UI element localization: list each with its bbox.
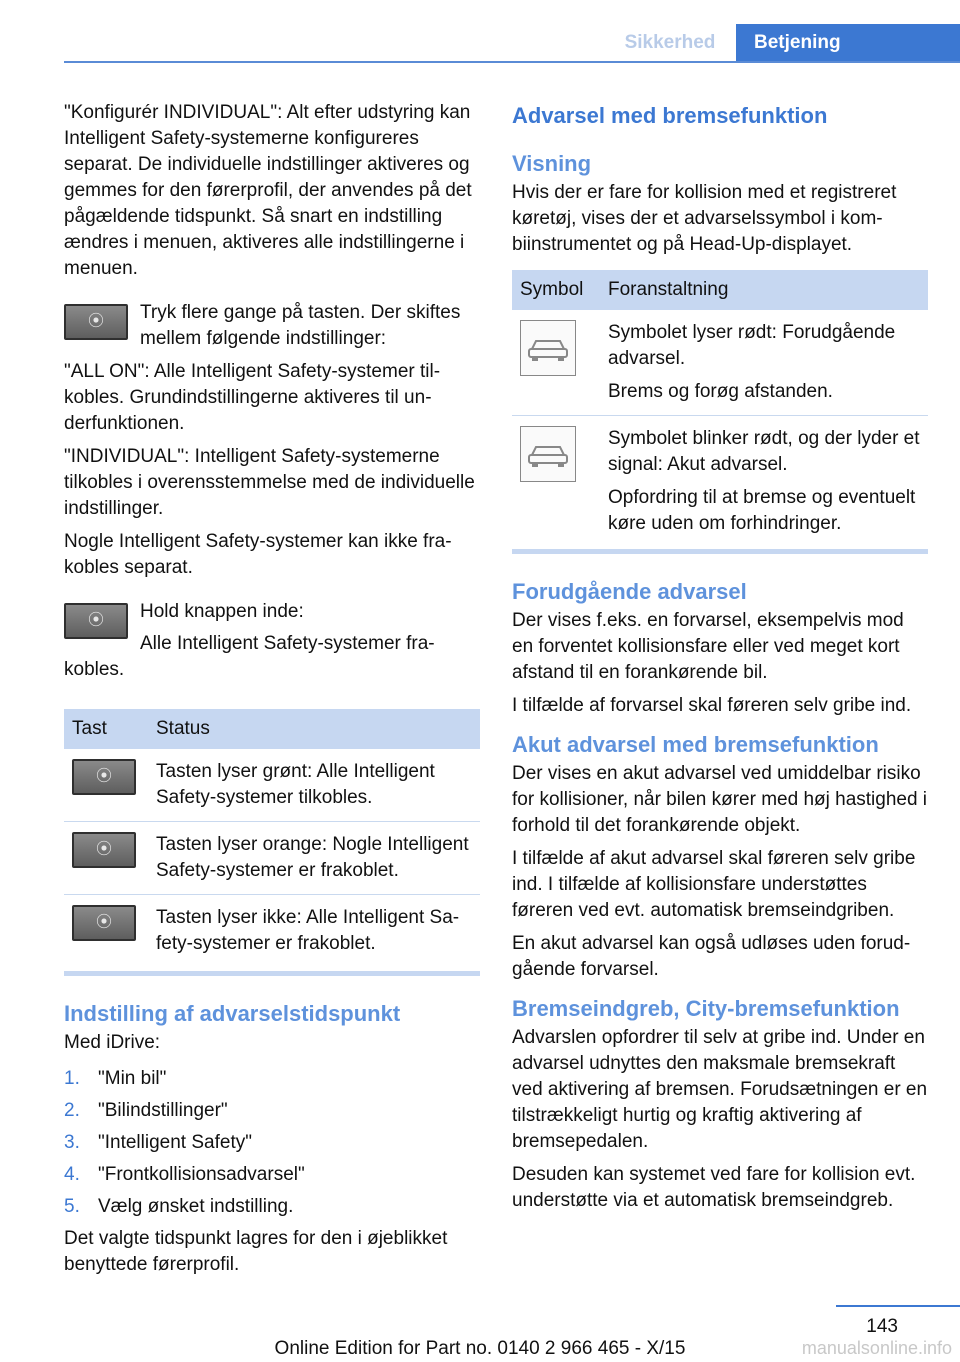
status-cell: Tasten lyser ikke: Alle Intelligent Safety-systemer er frakoblet. bbox=[156, 907, 460, 954]
saved-paragraph: Det valgte tidspunkt lagres for den i øjeblikket benyttede førerprofil. bbox=[64, 1228, 448, 1275]
action-line: Opfordring til at bremse og eventuelt køre uden om forhindringer. bbox=[608, 487, 916, 534]
watermark: manualsonline.info bbox=[801, 1338, 952, 1358]
acute-heading: Akut advarsel med bremsefunktion bbox=[512, 732, 879, 757]
col-header-tast: Tast bbox=[72, 718, 107, 739]
setting-heading: Indstilling af advarselstidspunkt bbox=[64, 1001, 401, 1026]
brake-heading: Bremseindgreb, City-bremsefunktion bbox=[512, 996, 900, 1021]
left-column bbox=[64, 100, 480, 1285]
action-line: Symbolet blinker rødt, og der lyder et signal: Akut advarsel. bbox=[608, 428, 920, 475]
col-header-action: Foranstaltning bbox=[608, 279, 729, 300]
all-on-paragraph: "ALL ON": Alle Intelligent Safety-systemer tilkobles. Grundindstillingerne aktiveres til underfunktionen. bbox=[64, 361, 441, 434]
safety-button-icon: ⦿ bbox=[64, 304, 128, 340]
section-heading: Advarsel med bremsefunktion bbox=[512, 103, 828, 128]
symbol-table bbox=[512, 270, 928, 547]
tab-sikkerhed[interactable]: Sikkerhed bbox=[624, 32, 716, 53]
visning-heading: Visning bbox=[512, 151, 592, 176]
table-row bbox=[64, 749, 480, 822]
tab-betjening[interactable]: Betjening bbox=[736, 24, 960, 62]
fwarn-paragraph-1: Der vises f.eks. en forvarsel, eksempelvis mod en forventet kollisionsfare eller ved meget kort afstand til en forankørende bil. bbox=[512, 610, 904, 683]
list-item: 5. Vælg ønsket indstilling. bbox=[64, 1196, 294, 1217]
right-column bbox=[512, 100, 928, 1221]
list-item: 2. "Bilindstillinger" bbox=[64, 1100, 228, 1121]
safety-button-icon: ⦿ bbox=[64, 603, 128, 639]
hold-text: Alle Intelligent Safety-systemer frakobles. bbox=[64, 633, 435, 680]
car-warning-icon bbox=[520, 426, 576, 482]
visning-paragraph: Hvis der er fare for kollision med et registreret køretøj, vises der et advarselssymbol i kombiinstrumentet og på Head-Up-displayet. bbox=[512, 182, 897, 255]
status-cell: Tasten lyser orange: Nogle Intelligent Safety-systemer er frakoblet. bbox=[148, 822, 480, 895]
footer-divider bbox=[836, 1305, 960, 1307]
fwarn-paragraph-2: I tilfælde af forvarsel skal føreren selv gribe ind. bbox=[512, 695, 912, 716]
press-instruction bbox=[64, 300, 480, 352]
action-line: Brems og forøg afstanden. bbox=[608, 381, 833, 402]
hold-instruction bbox=[64, 599, 480, 683]
safety-button-green-icon: ⦿ bbox=[72, 759, 136, 795]
with-idrive: Med iDrive: bbox=[64, 1032, 161, 1053]
header-divider bbox=[64, 61, 960, 63]
edition-text: Online Edition for Part no. 0140 2 966 465 - X/15 bbox=[274, 1338, 686, 1359]
safety-button-orange-icon: ⦿ bbox=[72, 832, 136, 868]
hold-title: Hold knappen inde: bbox=[140, 601, 304, 622]
safety-button-off-icon: ⦿ bbox=[72, 905, 136, 941]
table-row bbox=[512, 416, 928, 548]
intro-paragraph: "Konfigurér INDIVIDUAL": Alt efter udstyring kan Intelligent Safety-systemerne konfigureres separat. De individuelle indstillinger aktiveres og gemmes for den førerprofil, der anvendes på det pågældende tidspunkt. Så snart en indstilling ændres i menuen, aktiveres alle indstillingerne i menuen. bbox=[64, 102, 472, 279]
table-row bbox=[64, 895, 480, 968]
table-bottom-rule bbox=[512, 549, 928, 554]
table-header-row bbox=[512, 270, 928, 310]
table-row bbox=[512, 310, 928, 416]
list-item: 3. "Intelligent Safety" bbox=[64, 1132, 252, 1153]
col-header-symbol: Symbol bbox=[520, 279, 584, 300]
car-warning-icon bbox=[520, 320, 576, 376]
some-systems-paragraph: Nogle Intelligent Safety-systemer kan ikke frakobles separat. bbox=[64, 531, 452, 578]
individual-paragraph: "INDIVIDUAL": Intelligent Safety-systemerne tilkobles i overensstemmelse med de individuelle indstillinger. bbox=[64, 446, 475, 519]
page-number: 143 bbox=[866, 1316, 898, 1337]
idrive-steps bbox=[64, 1066, 480, 1220]
acute-paragraph-2: I tilfælde af akut advarsel skal føreren selv gribe ind. I tilfælde af kollisionsfare understøttes føreren ved evt. automatisk bremseindgriben. bbox=[512, 848, 916, 921]
table-row bbox=[64, 822, 480, 895]
action-line: Symbolet lyser rødt: Forudgående advarsel. bbox=[608, 322, 896, 369]
list-item: 4. "Frontkollisionsadvarsel" bbox=[64, 1164, 305, 1185]
acute-paragraph-3: En akut advarsel kan også udløses uden forudgående forvarsel. bbox=[512, 933, 911, 980]
press-text: Tryk flere gange på tasten. Der skiftes mellem følgende indstillinger: bbox=[140, 302, 461, 349]
acute-paragraph-1: Der vises en akut advarsel ved umiddelbar risiko for kollisioner, når bilen kører med høj hastighed i forhold til det forankørende objekt. bbox=[512, 763, 928, 836]
brake-paragraph-1: Advarslen opfordrer til selv at gribe ind. Under en advarsel udnyttes den maksmale bremsekraft ved aktivering af bremsen. Forudsætningen er en tilstrækkeligt hurtig og kraftig aktivering af bremsepedalen. bbox=[512, 1027, 928, 1152]
col-header-status: Status bbox=[156, 718, 210, 739]
table-bottom-rule bbox=[64, 971, 480, 976]
table-header-row bbox=[64, 709, 480, 749]
list-item: 1. "Min bil" bbox=[64, 1068, 167, 1089]
brake-paragraph-2: Desuden kan systemet ved fare for kollision evt. understøtte via et automatisk bremseindgreb. bbox=[512, 1164, 916, 1211]
status-cell: Tasten lyser grønt: Alle Intelligent Safety-systemer tilkobles. bbox=[148, 749, 480, 822]
fwarn-heading: Forudgående advarsel bbox=[512, 579, 747, 604]
status-table bbox=[64, 709, 480, 967]
